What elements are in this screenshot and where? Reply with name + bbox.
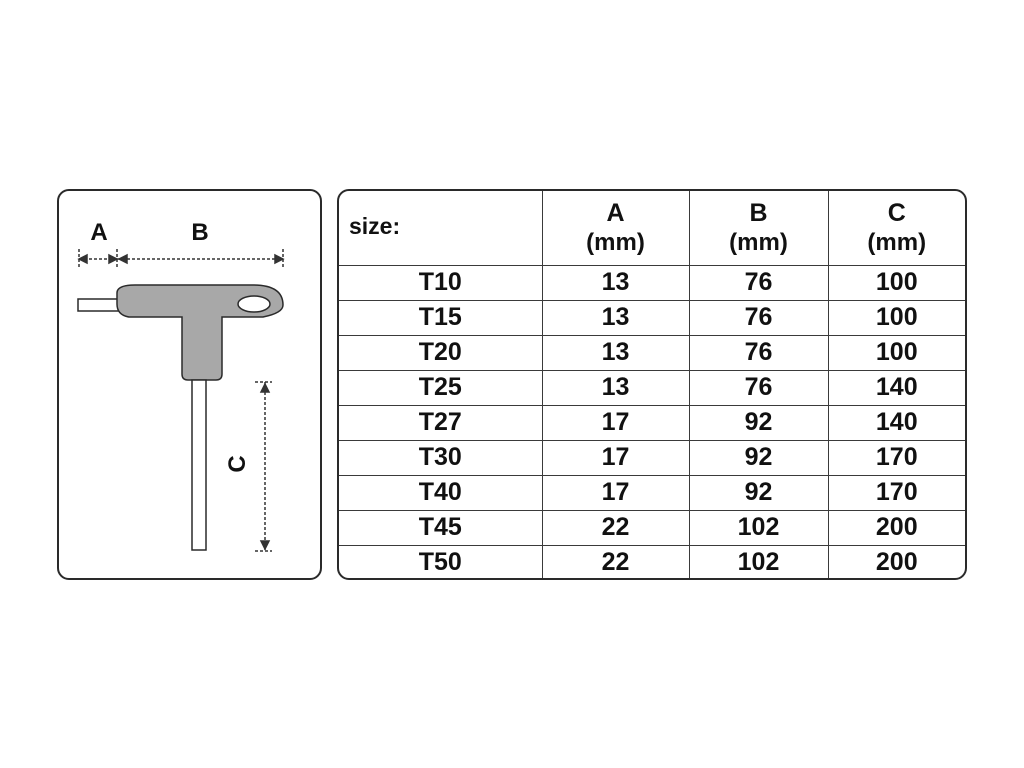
cell-c: 100 [828, 335, 965, 370]
column-header-b [689, 191, 828, 265]
cell-size: T45 [339, 510, 542, 545]
cell-a: 22 [542, 545, 689, 580]
cell-a: 22 [542, 510, 689, 545]
cell-size: T25 [339, 370, 542, 405]
cell-c: 140 [828, 405, 965, 440]
cell-a: 13 [542, 335, 689, 370]
column-header-label: size: [349, 213, 401, 239]
table-row [339, 475, 965, 510]
cell-a: 17 [542, 475, 689, 510]
cell-size: T50 [339, 545, 542, 580]
cell-c: 170 [828, 475, 965, 510]
cell-size: T20 [339, 335, 542, 370]
cell-b: 76 [689, 300, 828, 335]
column-header-size [339, 191, 542, 265]
cell-c: 170 [828, 440, 965, 475]
dimension-label-c: C [224, 455, 251, 473]
cell-c: 200 [828, 510, 965, 545]
table-row [339, 335, 965, 370]
column-header-unit: (mm) [867, 228, 927, 256]
column-header-letter: A [606, 198, 625, 227]
t-handle-diagram [57, 189, 322, 580]
cell-a: 13 [542, 265, 689, 300]
dimension-label-b: B [191, 219, 209, 246]
cell-b: 76 [689, 370, 828, 405]
cell-size: T30 [339, 440, 542, 475]
cell-c: 100 [828, 300, 965, 335]
column-header-letter: B [749, 198, 768, 227]
cell-b: 102 [689, 545, 828, 580]
dimension-label-a: A [90, 219, 108, 246]
table-row [339, 510, 965, 545]
table-row [339, 405, 965, 440]
table-row [339, 300, 965, 335]
column-header-letter: C [887, 198, 906, 227]
column-header-a [542, 191, 689, 265]
cell-size: T10 [339, 265, 542, 300]
table-row [339, 545, 965, 580]
cell-b: 76 [689, 265, 828, 300]
cell-a: 17 [542, 405, 689, 440]
cell-size: T40 [339, 475, 542, 510]
dimension-a-arrow [79, 249, 117, 269]
table-row [339, 370, 965, 405]
cell-size: T27 [339, 405, 542, 440]
column-header-unit: (mm) [729, 228, 788, 256]
cell-c: 100 [828, 265, 965, 300]
column-header-unit: (mm) [586, 228, 645, 256]
cell-a: 17 [542, 440, 689, 475]
cell-b: 92 [689, 440, 828, 475]
dimension-c-arrow [255, 382, 272, 551]
column-header-c [828, 191, 965, 265]
dimension-diagram-panel [57, 189, 322, 580]
hanging-hole-icon [238, 296, 270, 312]
table-row [339, 440, 965, 475]
short-arm-tip [78, 299, 122, 311]
cell-c: 200 [828, 545, 965, 580]
size-table-panel [337, 189, 967, 580]
cell-a: 13 [542, 370, 689, 405]
cell-c: 140 [828, 370, 965, 405]
cell-a: 13 [542, 300, 689, 335]
long-shaft [192, 380, 206, 550]
table-row [339, 265, 965, 300]
cell-size: T15 [339, 300, 542, 335]
cell-b: 92 [689, 405, 828, 440]
size-table [339, 191, 965, 580]
cell-b: 76 [689, 335, 828, 370]
table-header-row [339, 191, 965, 265]
dimension-b-arrow [117, 249, 283, 269]
cell-b: 102 [689, 510, 828, 545]
cell-b: 92 [689, 475, 828, 510]
